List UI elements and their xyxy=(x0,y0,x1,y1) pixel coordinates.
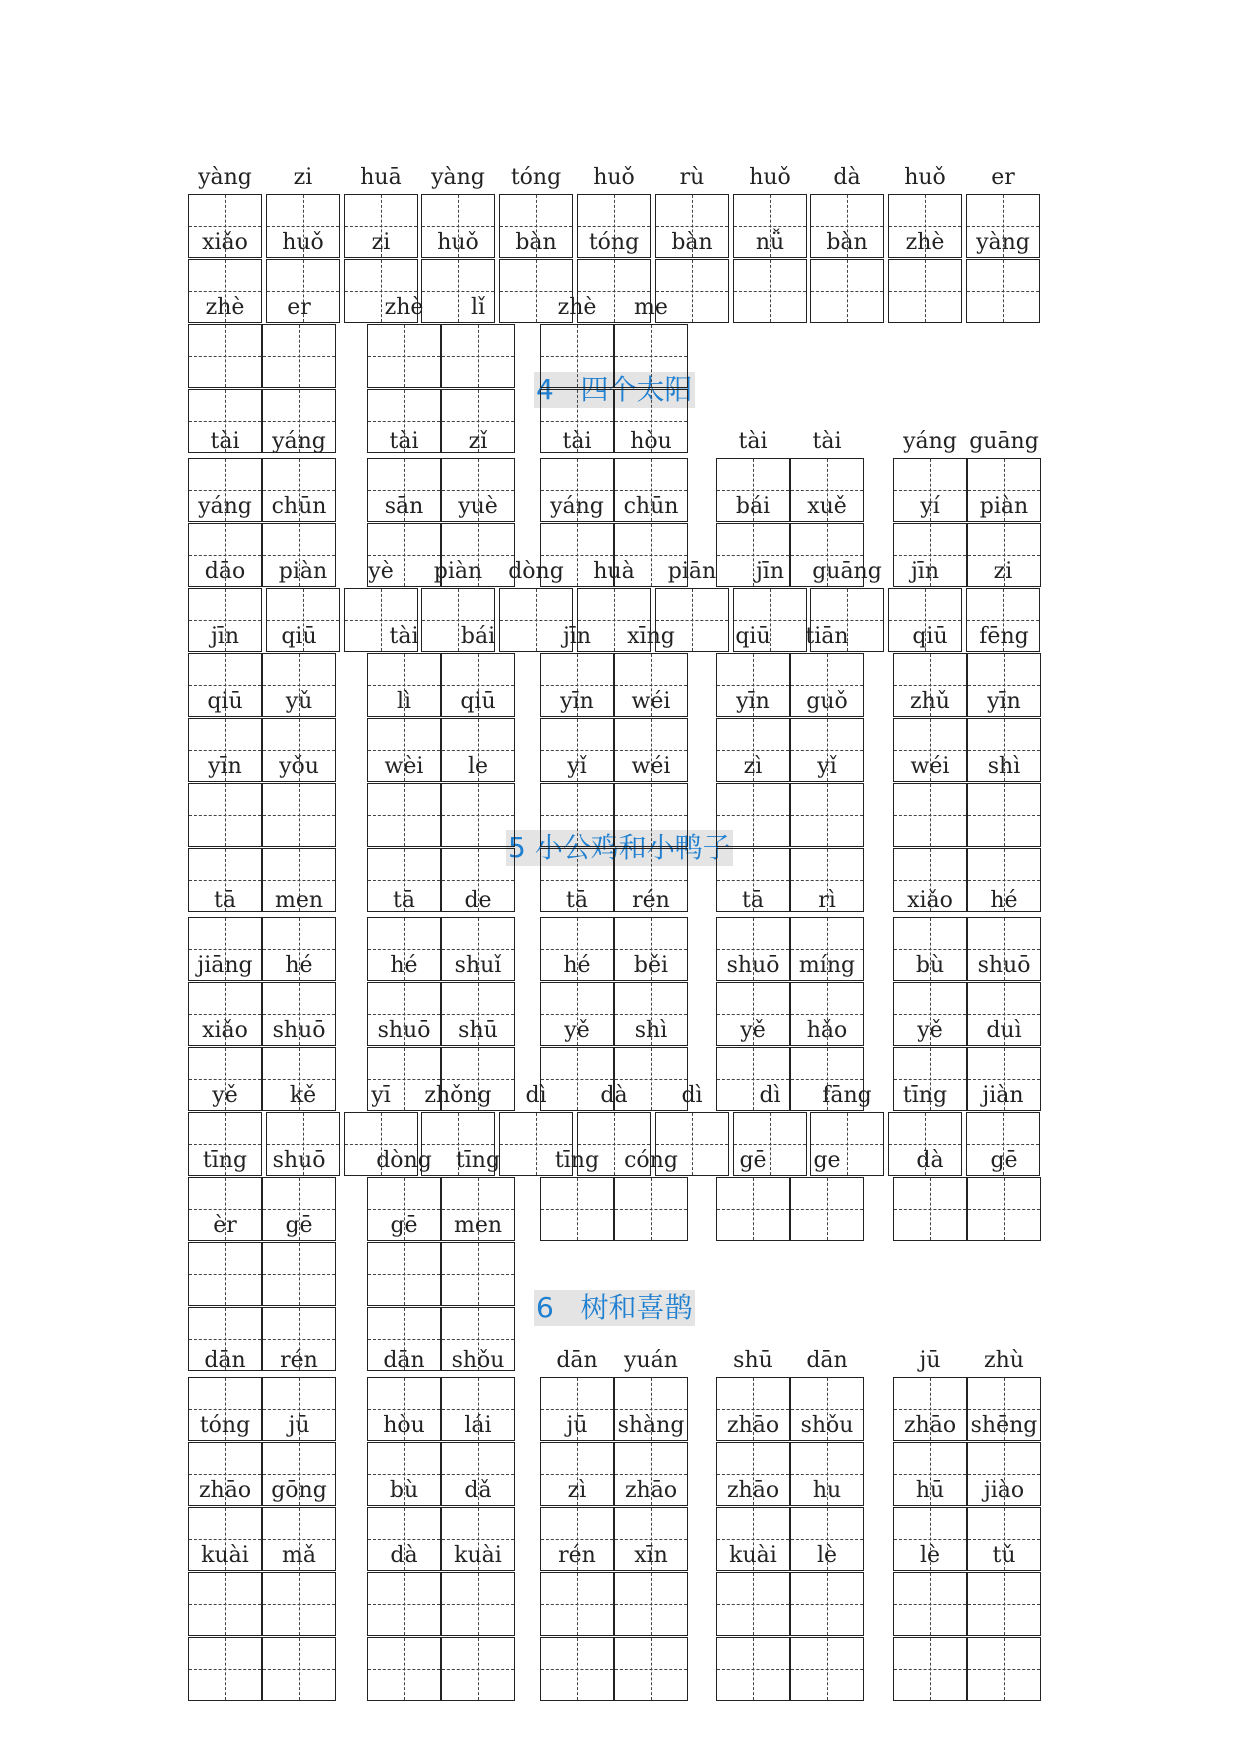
pinyin-label: wèi xyxy=(384,754,424,779)
tianzige-cell xyxy=(441,783,515,847)
tianzige-cell xyxy=(893,783,967,847)
pinyin-label: zhǔ xyxy=(910,689,950,714)
tianzige-cell xyxy=(441,324,515,388)
tianzige-cell xyxy=(540,783,614,847)
tianzige-cell xyxy=(893,1637,967,1701)
pinyin-label: hòu xyxy=(383,1413,425,1438)
tianzige-cell xyxy=(262,783,336,847)
pinyin-label: dà xyxy=(600,1083,628,1108)
pinyin-label: qiū xyxy=(912,624,948,649)
pinyin-label: lè xyxy=(816,1543,838,1568)
tianzige-cell xyxy=(540,1637,614,1701)
pinyin-label: shuō xyxy=(272,1148,326,1173)
tianzige-cell xyxy=(188,783,262,847)
pinyin-label: zhǒng xyxy=(424,1083,492,1108)
pinyin-label: duì xyxy=(986,1018,1022,1043)
pinyin-label: qiū xyxy=(735,624,771,649)
pinyin-label: zi xyxy=(371,230,391,255)
pinyin-label: lǐ xyxy=(470,295,486,320)
pinyin-label: ge xyxy=(813,1148,841,1173)
tianzige-cell xyxy=(614,783,688,847)
pinyin-label: er xyxy=(287,295,311,320)
pinyin-label: kě xyxy=(289,1083,317,1108)
pinyin-label: shū xyxy=(458,1018,498,1043)
pinyin-label: yuè xyxy=(458,494,498,519)
pinyin-label: yàng xyxy=(198,165,252,190)
pinyin-label: zǐ xyxy=(468,429,488,454)
pinyin-label: dòng xyxy=(508,559,564,584)
pinyin-label: tài xyxy=(389,624,419,649)
pinyin-label: zhāo xyxy=(726,1413,780,1438)
pinyin-label: zhāo xyxy=(198,1478,252,1503)
pinyin-label: wéi xyxy=(631,689,671,714)
pinyin-label: dì xyxy=(681,1083,703,1108)
tianzige-cell xyxy=(790,1177,864,1241)
pinyin-label: jiāng xyxy=(197,953,253,978)
pinyin-label: tā xyxy=(214,888,236,913)
pinyin-label: bái xyxy=(460,624,496,649)
pinyin-label: hu xyxy=(812,1478,842,1503)
pinyin-label: xuě xyxy=(807,494,847,519)
tianzige-cell xyxy=(540,324,614,388)
pinyin-label: yīn xyxy=(736,689,770,714)
pinyin-label: dà xyxy=(390,1543,418,1568)
pinyin-label: huǒ xyxy=(593,165,635,190)
pinyin-label: xiǎo xyxy=(907,888,953,913)
pinyin-label: hé xyxy=(990,888,1018,913)
pinyin-label: jiào xyxy=(983,1478,1025,1503)
lesson-heading-6: 6 树和喜鹊 xyxy=(536,1291,693,1324)
pinyin-label: guǒ xyxy=(806,689,848,714)
pinyin-label: míng xyxy=(798,953,856,978)
pinyin-label: jīn xyxy=(910,559,940,584)
pinyin-label: shǒu xyxy=(800,1413,854,1438)
pinyin-label: yí xyxy=(920,494,940,519)
pinyin-label: dān xyxy=(383,1348,425,1373)
pinyin-label: yáng xyxy=(198,494,252,519)
pinyin-label: gē xyxy=(990,1148,1018,1173)
pinyin-label: lái xyxy=(464,1413,492,1438)
pinyin-label: kuài xyxy=(454,1543,502,1568)
pinyin-label: yě xyxy=(564,1018,590,1043)
pinyin-label: zì xyxy=(743,754,763,779)
pinyin-label: běi xyxy=(633,953,669,978)
pinyin-label: xīng xyxy=(627,624,675,649)
pinyin-label: sān xyxy=(384,494,424,519)
pinyin-label: hòu xyxy=(630,429,672,454)
tianzige-cell xyxy=(188,1242,262,1306)
tianzige-cell xyxy=(540,1572,614,1636)
pinyin-label: jīn xyxy=(562,624,592,649)
pinyin-label: èr xyxy=(213,1213,237,1238)
pinyin-label: zi xyxy=(993,559,1013,584)
pinyin-label: zhāo xyxy=(726,1478,780,1503)
pinyin-label: tài xyxy=(562,429,592,454)
pinyin-label: kuài xyxy=(729,1543,777,1568)
pinyin-label: hé xyxy=(563,953,591,978)
pinyin-label: jīn xyxy=(210,624,240,649)
pinyin-label: yě xyxy=(212,1083,238,1108)
pinyin-label: bái xyxy=(735,494,771,519)
pinyin-label: wéi xyxy=(910,754,950,779)
tianzige-cell xyxy=(893,1177,967,1241)
pinyin-label: rén xyxy=(558,1543,596,1568)
pinyin-label: xiǎo xyxy=(202,230,248,255)
pinyin-label: dāo xyxy=(204,559,246,584)
tianzige-cell xyxy=(614,1572,688,1636)
pinyin-label: gē xyxy=(285,1213,313,1238)
tianzige-cell xyxy=(967,783,1041,847)
pinyin-label: kuài xyxy=(201,1543,249,1568)
pinyin-label: gē xyxy=(390,1213,418,1238)
tianzige-cell xyxy=(441,1572,515,1636)
pinyin-label: men xyxy=(453,1213,503,1238)
pinyin-label: tā xyxy=(393,888,415,913)
pinyin-label: dān xyxy=(806,1348,848,1373)
pinyin-label: tóng xyxy=(588,230,640,255)
pinyin-label: tài xyxy=(738,429,768,454)
pinyin-label: bàn xyxy=(515,230,557,255)
tianzige-cell xyxy=(790,1572,864,1636)
pinyin-label: jū xyxy=(919,1348,941,1373)
lesson-heading-4: 4 四个太阳 xyxy=(536,373,693,406)
pinyin-label: dān xyxy=(556,1348,598,1373)
pinyin-label: lì xyxy=(396,689,412,714)
pinyin-label: dà xyxy=(916,1148,944,1173)
pinyin-label: huǒ xyxy=(282,230,324,255)
pinyin-label: tīng xyxy=(902,1083,948,1108)
tianzige-cell xyxy=(367,1637,441,1701)
pinyin-label: fēng xyxy=(979,624,1029,649)
pinyin-label: xīn xyxy=(634,1543,668,1568)
pinyin-label: tīng xyxy=(554,1148,600,1173)
pinyin-label: cóng xyxy=(624,1148,678,1173)
pinyin-label: piān xyxy=(667,559,717,584)
pinyin-label: bù xyxy=(915,953,945,978)
tianzige-cell xyxy=(966,259,1040,323)
pinyin-label: shuō xyxy=(977,953,1031,978)
pinyin-label: rì xyxy=(818,888,836,913)
pinyin-label: tǔ xyxy=(992,1543,1016,1568)
pinyin-label: piàn xyxy=(278,559,328,584)
pinyin-label: tóng xyxy=(510,165,562,190)
pinyin-label: yǒu xyxy=(279,754,319,779)
pinyin-label: hū xyxy=(915,1478,945,1503)
pinyin-label: yīn xyxy=(560,689,594,714)
pinyin-label: guāng xyxy=(969,429,1039,454)
pinyin-label: yáng xyxy=(903,429,957,454)
pinyin-label: shuō xyxy=(272,1018,326,1043)
pinyin-label: chūn xyxy=(271,494,327,519)
pinyin-label: de xyxy=(464,888,492,913)
pinyin-label: piàn xyxy=(979,494,1029,519)
pinyin-label: zhè xyxy=(905,230,945,255)
pinyin-label: jū xyxy=(566,1413,588,1438)
pinyin-label: tài xyxy=(812,429,842,454)
tianzige-cell xyxy=(790,783,864,847)
pinyin-label: dì xyxy=(759,1083,781,1108)
pinyin-label: yàng xyxy=(431,165,485,190)
pinyin-label: piàn xyxy=(433,559,483,584)
pinyin-label: zhè xyxy=(205,295,245,320)
pinyin-label: jīn xyxy=(755,559,785,584)
tianzige-cell xyxy=(614,1177,688,1241)
tianzige-cell xyxy=(716,1637,790,1701)
pinyin-label: jū xyxy=(288,1413,310,1438)
tianzige-cell xyxy=(810,259,884,323)
pinyin-label: zhè xyxy=(557,295,597,320)
pinyin-label: shuō xyxy=(377,1018,431,1043)
pinyin-label: guāng xyxy=(812,559,882,584)
pinyin-label: yīn xyxy=(987,689,1021,714)
tianzige-cell xyxy=(540,1177,614,1241)
pinyin-label: zhāo xyxy=(624,1478,678,1503)
pinyin-label: yīn xyxy=(208,754,242,779)
tianzige-cell xyxy=(733,259,807,323)
pinyin-label: shū xyxy=(733,1348,773,1373)
pinyin-label: wéi xyxy=(631,754,671,779)
pinyin-label: shuō xyxy=(726,953,780,978)
tianzige-cell xyxy=(188,324,262,388)
pinyin-label: le xyxy=(467,754,489,779)
pinyin-label: dǎ xyxy=(464,1478,492,1503)
pinyin-label: hǎo xyxy=(806,1018,848,1043)
pinyin-label: yě xyxy=(740,1018,766,1043)
pinyin-label: huǒ xyxy=(749,165,791,190)
tianzige-cell xyxy=(262,1572,336,1636)
pinyin-label: bàn xyxy=(671,230,713,255)
pinyin-label: yáng xyxy=(550,494,604,519)
pinyin-label: yǔ xyxy=(285,689,313,714)
pinyin-label: xiǎo xyxy=(202,1018,248,1043)
pinyin-label: dà xyxy=(833,165,861,190)
tianzige-cell xyxy=(614,324,688,388)
pinyin-label: rù xyxy=(679,165,705,190)
pinyin-label: shì xyxy=(987,754,1021,779)
tianzige-cell xyxy=(262,324,336,388)
tianzige-cell xyxy=(367,324,441,388)
pinyin-label: dòng xyxy=(376,1148,432,1173)
pinyin-label: tiān xyxy=(805,624,849,649)
pinyin-label: shēng xyxy=(970,1413,1038,1438)
tianzige-cell xyxy=(367,1242,441,1306)
pinyin-label: tā xyxy=(742,888,764,913)
tianzige-cell xyxy=(262,1242,336,1306)
pinyin-label: yuán xyxy=(624,1348,678,1373)
pinyin-label: shì xyxy=(634,1018,668,1043)
tianzige-cell xyxy=(188,1572,262,1636)
tianzige-cell xyxy=(716,1572,790,1636)
tianzige-cell xyxy=(441,1637,515,1701)
tianzige-cell xyxy=(893,1572,967,1636)
pinyin-label: men xyxy=(274,888,324,913)
pinyin-label: dān xyxy=(204,1348,246,1373)
tianzige-cell xyxy=(441,1242,515,1306)
pinyin-label: chūn xyxy=(623,494,679,519)
pinyin-label: tīng xyxy=(202,1148,248,1173)
pinyin-label: bàn xyxy=(826,230,868,255)
tianzige-cell xyxy=(967,1572,1041,1636)
pinyin-label: huǒ xyxy=(904,165,946,190)
pinyin-label: yǐ xyxy=(567,754,587,779)
pinyin-label: tài xyxy=(210,429,240,454)
lesson-heading-5: 5 小公鸡和小鸭子 xyxy=(508,831,731,864)
pinyin-label: shuǐ xyxy=(454,953,502,978)
tianzige-cell xyxy=(716,1177,790,1241)
tianzige-cell xyxy=(367,783,441,847)
pinyin-label: yǐ xyxy=(817,754,837,779)
tianzige-cell xyxy=(888,259,962,323)
pinyin-label: dì xyxy=(525,1083,547,1108)
pinyin-label: gōng xyxy=(271,1478,327,1503)
pinyin-label: shàng xyxy=(617,1413,685,1438)
tianzige-cell xyxy=(367,1572,441,1636)
pinyin-label: gē xyxy=(739,1148,767,1173)
pinyin-label: tài xyxy=(389,429,419,454)
pinyin-label: rén xyxy=(280,1348,318,1373)
tianzige-cell xyxy=(790,1637,864,1701)
pinyin-label: hé xyxy=(390,953,418,978)
pinyin-label: yě xyxy=(917,1018,943,1043)
tianzige-cell xyxy=(262,1637,336,1701)
pinyin-label: lè xyxy=(919,1543,941,1568)
pinyin-label: rén xyxy=(632,888,670,913)
pinyin-label: huà xyxy=(593,559,635,584)
pinyin-label: qiū xyxy=(281,624,317,649)
pinyin-label: mǎ xyxy=(282,1543,316,1568)
pinyin-label: fāng xyxy=(822,1083,872,1108)
pinyin-label: tīng xyxy=(455,1148,501,1173)
pinyin-label: yī xyxy=(371,1083,391,1108)
pinyin-label: zi xyxy=(293,165,313,190)
pinyin-label: me xyxy=(634,295,668,320)
pinyin-label: huā xyxy=(360,165,402,190)
pinyin-label: yáng xyxy=(272,429,326,454)
pinyin-label: nǚ xyxy=(755,230,785,255)
pinyin-label: zì xyxy=(567,1478,587,1503)
pinyin-label: yàng xyxy=(976,230,1030,255)
pinyin-label: huǒ xyxy=(437,230,479,255)
pinyin-label: hé xyxy=(285,953,313,978)
pinyin-label: zhāo xyxy=(903,1413,957,1438)
pinyin-label: yè xyxy=(368,559,394,584)
pinyin-label: bù xyxy=(389,1478,419,1503)
pinyin-label: qiū xyxy=(207,689,243,714)
pinyin-label: shǒu xyxy=(451,1348,505,1373)
tianzige-cell xyxy=(967,1637,1041,1701)
pinyin-label: tā xyxy=(566,888,588,913)
pinyin-label: jiàn xyxy=(982,1083,1024,1108)
pinyin-label: er xyxy=(991,165,1015,190)
tianzige-cell xyxy=(614,1637,688,1701)
tianzige-cell xyxy=(716,783,790,847)
pinyin-label: qiū xyxy=(460,689,496,714)
pinyin-label: zhù xyxy=(984,1348,1024,1373)
pinyin-label: tóng xyxy=(199,1413,251,1438)
tianzige-cell xyxy=(967,1177,1041,1241)
tianzige-cell xyxy=(188,1637,262,1701)
pinyin-label: zhè xyxy=(384,295,424,320)
